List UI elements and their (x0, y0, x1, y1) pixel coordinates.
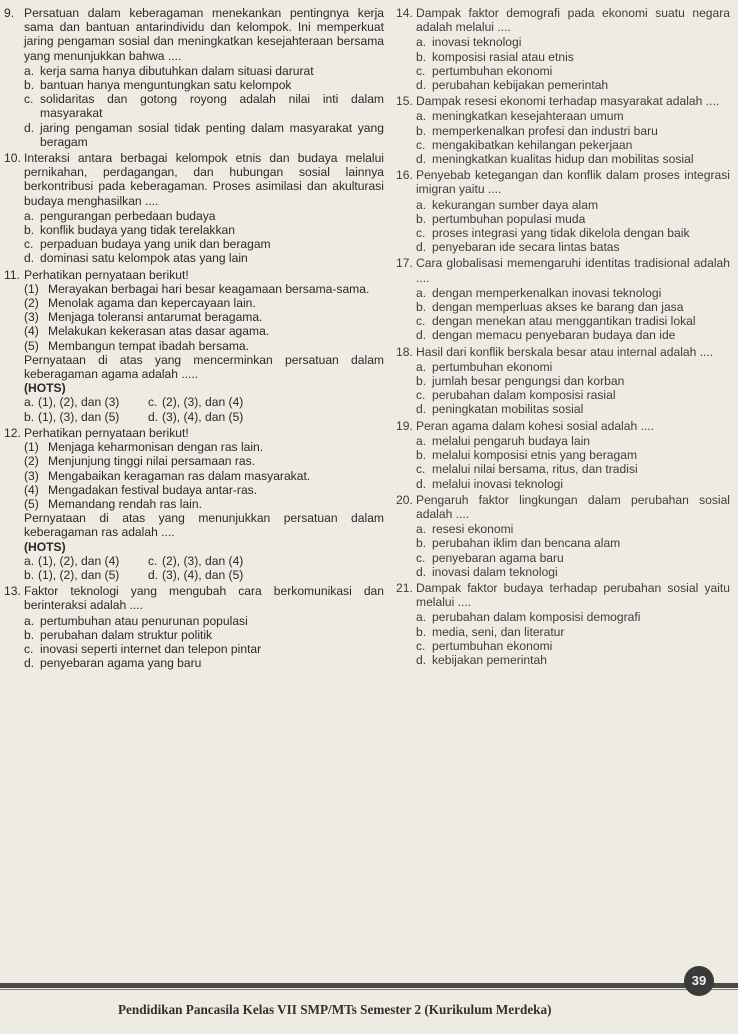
option-a: a. inovasi teknologi (416, 35, 522, 50)
question-text: Faktor teknologi yang mengubah cara berkomunikasi dan berinteraksi adalah .... (24, 584, 384, 613)
question-text: Dampak resesi ekonomi terhadap masyarakat adalah .... (416, 94, 720, 109)
question-text: Penyebab ketegangan dan konflik dalam proses integrasi imigran yaitu .... (416, 168, 730, 197)
option-d: d. meningkatkan kualitas hidup dan mobilitas sosial (416, 152, 694, 167)
option-a: a. pengurangan perbedaan budaya (24, 208, 216, 223)
option-b: b. dengan memperluas akses ke barang dan jasa (416, 300, 684, 315)
question-text: Hasil dari konflik berskala besar atau internal adalah .... (416, 344, 714, 359)
option-c: c. pertumbuhan ekonomi (416, 63, 553, 78)
question-text: Persatuan dalam keberagaman menekankan pentingnya kerja sama dan bantuan antarindividu dan kelompok. Ini memperkuat jaring pengaman sosial dan meningkatkan kesejahteraan bersama yang menunjukkan bahwa .... (24, 6, 384, 63)
option-c: c. solidaritas dan gotong royong adalah nilai inti dalam masyarakat (24, 92, 384, 121)
question-11 (4, 268, 384, 424)
statement: (1) Menjaga keharmonisan dengan ras lain. (24, 440, 264, 455)
option-a: a. perubahan dalam komposisi demografi (416, 610, 641, 625)
option-d: d. dengan memacu penyebaran budaya dan ide (416, 328, 676, 343)
option-c: c. penyebaran agama baru (416, 550, 564, 565)
option-c: c. perpaduan budaya yang unik dan beragam (24, 237, 271, 252)
option-b: b. media, seni, dan literatur (416, 624, 565, 639)
option-a: a. kekurangan sumber daya alam (416, 197, 599, 212)
option-a: a. dengan memperkenalkan inovasi teknologi (416, 285, 662, 300)
statement: (2) Menjunjung tinggi nilai persamaan ras. (24, 454, 256, 469)
question-16 (396, 168, 730, 254)
option-c: c. perubahan dalam komposisi rasial (416, 388, 616, 403)
question-17 (396, 256, 730, 342)
question-text: Perhatikan pernyataan berikut! (24, 425, 189, 440)
question-text: Pengaruh faktor lingkungan dalam perubahan sosial adalah .... (416, 492, 730, 521)
option-b: b. melalui komposisi etnis yang beragam (416, 448, 638, 463)
question-text: Interaksi antara berbagai kelompok etnis dan budaya melalui pernikahan, perdagangan, dan hubungan sosial lainnya berkontribusi pada keberagaman. Proses asimilasi dan akulturasi budaya menghasilkan .... (24, 151, 384, 208)
question-number: 19. (396, 418, 413, 433)
question-number: 11. (4, 267, 20, 282)
question-18 (396, 345, 730, 417)
question-text: Cara globalisasi memengaruhi identitas tradisional adalah .... (416, 256, 730, 285)
question-number: 13. (4, 584, 21, 599)
statement: (2) Menolak agama dan kepercayaan lain. (24, 296, 256, 311)
question-19 (396, 419, 730, 491)
question-number: 14. (396, 6, 413, 20)
hots-label: (HOTS) (24, 539, 66, 554)
option-c: c. pertumbuhan ekonomi (416, 638, 553, 653)
option-a: a. resesi ekonomi (416, 522, 514, 537)
option-a: a. pertumbuhan ekonomi (416, 359, 553, 374)
question-number: 10. (4, 151, 21, 166)
question-number: 9. (4, 6, 15, 20)
question-number: 21. (396, 580, 413, 595)
question-12 (4, 426, 384, 582)
footer-title: Pendidikan Pancasila Kelas VII SMP/MTs Semester 2 (Kurikulum Merdeka) (118, 1002, 552, 1017)
statement: (4) Melakukan kekerasan atas dasar agama. (24, 324, 270, 339)
question-number: 18. (396, 344, 413, 359)
statement: (3) Menjaga toleransi antarumat beragama. (24, 310, 263, 325)
option-d: d. penyebaran ide secara lintas batas (416, 240, 620, 255)
question-21 (396, 581, 730, 667)
left-column (4, 6, 384, 672)
statement: (5) Membangun tempat ibadah bersama. (24, 338, 250, 353)
right-column (396, 6, 730, 669)
option-b: b. bantuan hanya menguntungkan satu kelompok (24, 78, 292, 93)
option-c: c. proses integrasi yang tidak dikelola dengan baik (416, 226, 690, 241)
option-d: d. peningkatan mobilitas sosial (416, 402, 584, 417)
option-c: c. melalui nilai bersama, ritus, dan tradisi (416, 462, 638, 477)
option-d: d. melalui inovasi teknologi (416, 476, 564, 491)
option-c: c. dengan menekan atau menggantikan tradisi lokal (416, 314, 696, 329)
footer-rule-thin (0, 989, 738, 990)
hots-label: (HOTS) (24, 381, 66, 396)
question-prompt: Pernyataan di atas yang menunjukkan persatuan dalam keberagaman ras adalah .... (24, 511, 384, 540)
answer-grid: a. (1), (2), dan (3) c. (2), (3), dan (4) b. (1), (3), dan (5) d. (3), (4), dan (5) (24, 395, 244, 424)
statement: (4) Mengadakan festival budaya antar-ras. (24, 482, 258, 497)
question-20 (396, 493, 730, 579)
option-b: b. jumlah besar pengungsi dan korban (416, 374, 625, 389)
question-15 (396, 94, 730, 166)
option-a: a. melalui pengaruh budaya lain (416, 433, 591, 448)
option-b: b. konflik budaya yang tidak terelakkan (24, 223, 235, 238)
question-10 (4, 151, 384, 266)
option-a: a. pertumbuhan atau penurunan populasi (24, 613, 248, 628)
statement: (3) Mengabaikan keragaman ras dalam masyarakat. (24, 468, 311, 483)
option-d: d. penyebaran agama yang baru (24, 656, 202, 671)
option-d: d. perubahan kebijakan pemerintah (416, 78, 609, 93)
footer-rule (0, 983, 738, 988)
option-c: c. mengakibatkan kehilangan pekerjaan (416, 137, 633, 152)
option-b: b. perubahan iklim dan bencana alam (416, 536, 621, 551)
option-d: d. inovasi dalam teknologi (416, 564, 558, 579)
answer-grid: a. (1), (2), dan (4) c. (2), (3), dan (4) b. (1), (2), dan (5) d. (3), (4), dan (5) (24, 553, 244, 582)
question-text: Dampak faktor demografi pada ekonomi suatu negara adalah melalui .... (416, 6, 730, 35)
option-b: b. komposisi rasial atau etnis (416, 49, 574, 64)
option-d: d. kebijakan pemerintah (416, 652, 547, 667)
question-prompt: Pernyataan di atas yang mencerminkan persatuan dalam keberagaman agama adalah ..... (24, 352, 384, 382)
option-c: c. inovasi seperti internet dan telepon pintar (24, 641, 262, 656)
question-number: 12. (4, 425, 21, 440)
option-d: d. dominasi satu kelompok atas yang lain (24, 251, 248, 266)
option-a: a. kerja sama hanya dibutuhkan dalam situasi darurat (24, 63, 314, 78)
statement: (1) Merayakan berbagai hari besar keagamaan bersama-sama. (24, 281, 370, 296)
option-a: a. meningkatkan kesejahteraan umum (416, 109, 624, 124)
option-d: d. jaring pengaman sosial tidak penting dalam masyarakat yang beragam (24, 120, 384, 149)
question-text: Perhatikan pernyataan berikut! (24, 267, 189, 282)
option-b: b. memperkenalkan profesi dan industri baru (416, 123, 658, 138)
page-number: 39 (684, 966, 714, 996)
option-b: b. perubahan dalam struktur politik (24, 627, 213, 642)
question-number: 15. (396, 94, 413, 109)
option-b: b. pertumbuhan populasi muda (416, 211, 586, 226)
question-number: 17. (396, 256, 413, 271)
question-text: Peran agama dalam kohesi sosial adalah .... (416, 418, 654, 433)
question-13 (4, 584, 384, 670)
question-text: Dampak faktor budaya terhadap perubahan sosial yaitu melalui .... (416, 580, 730, 610)
statement: (5) Memandang rendah ras lain. (24, 496, 202, 511)
question-9 (4, 6, 384, 149)
question-number: 16. (396, 168, 413, 183)
question-14 (396, 6, 730, 92)
question-number: 20. (396, 492, 413, 507)
